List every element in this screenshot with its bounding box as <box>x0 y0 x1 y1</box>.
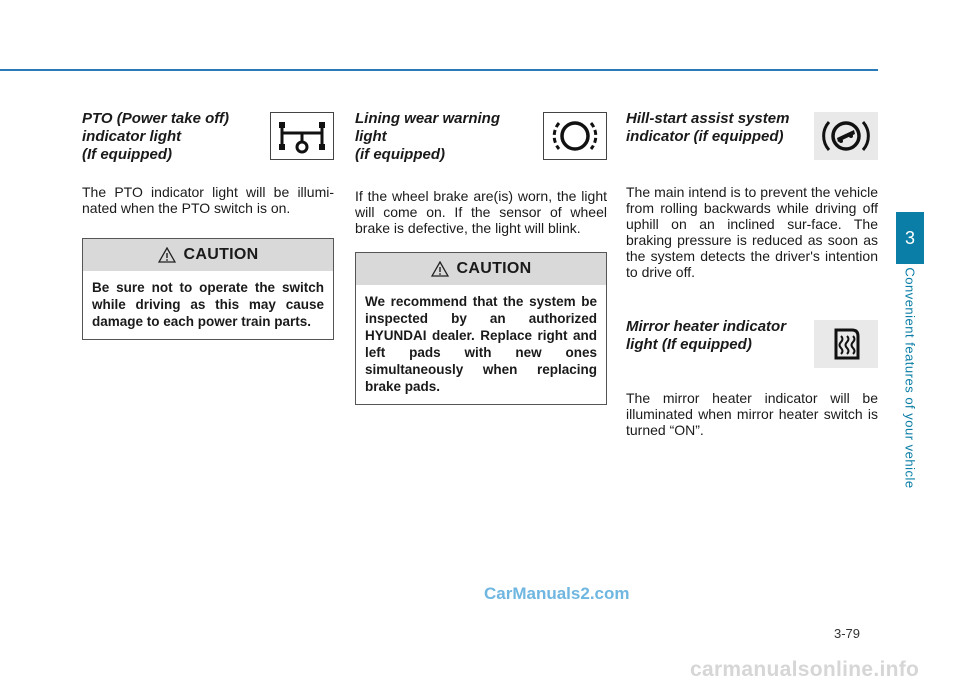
mirror-description: The mirror heater indicator will be illuminated when mirror heater switch is turned “ON”. <box>626 390 878 438</box>
lining-caution-text: We recommend that the system be inspected by an authorized HYUNDAI dealer. Replace right and left pads with new ones simultaneously when replacing brake pads. <box>365 294 597 394</box>
warning-triangle-icon <box>431 261 449 277</box>
lining-description: If the wheel brake are(is) worn, the light will come on. If the sensor of wheel brake is defective, the light will blink. <box>355 188 607 236</box>
hill-start-assist-icon <box>814 112 878 160</box>
pto-caution-box <box>82 238 334 340</box>
chapter-tab: 3 <box>896 212 924 264</box>
pto-header <box>82 110 334 163</box>
lining-caution-box <box>355 252 607 405</box>
mirror-title: Mirror heater indicator light (If equipped) <box>626 318 787 353</box>
caution-label: CAUTION <box>183 246 259 263</box>
header-rule <box>0 69 878 71</box>
pto-section <box>82 110 334 340</box>
watermark-bottom: carmanualsonline.info <box>690 658 920 681</box>
hill-title: Hill-start assist system indicator (if equipped) <box>626 110 790 145</box>
lining-title: Lining wear warning light (if equipped) <box>355 110 501 163</box>
pto-caution-text: Be sure not to operate the switch while driving as this may cause damage to each power train parts. <box>92 280 324 329</box>
pto-caution-header <box>83 239 333 271</box>
watermark-top: CarManuals2.com <box>484 584 630 603</box>
warning-triangle-icon <box>158 247 176 263</box>
hill-header <box>626 110 878 160</box>
pto-indicator-icon <box>270 112 334 160</box>
pto-description: The PTO indicator light will be illumi-nated when the PTO switch is on. <box>82 184 334 216</box>
caution-label: CAUTION <box>456 260 532 277</box>
hill-description: The main intend is to prevent the vehicle from rolling backwards while driving off uphill on an inclined sur-face. The braking pressure is reduced as soon as the system detects the driver's intention to drive off. <box>626 184 878 280</box>
hill-section <box>626 110 878 438</box>
lining-section <box>355 110 607 405</box>
brake-lining-wear-icon <box>543 112 607 160</box>
chapter-title: Convenient features of your vehicle <box>902 267 918 489</box>
mirror-header <box>626 318 878 368</box>
lining-caution-header <box>356 253 606 285</box>
pto-title: PTO (Power take off) indicator light (If equipped) <box>82 110 229 163</box>
mirror-heater-icon <box>814 320 878 368</box>
page-number: 3-79 <box>834 626 861 641</box>
lining-header <box>355 110 607 163</box>
